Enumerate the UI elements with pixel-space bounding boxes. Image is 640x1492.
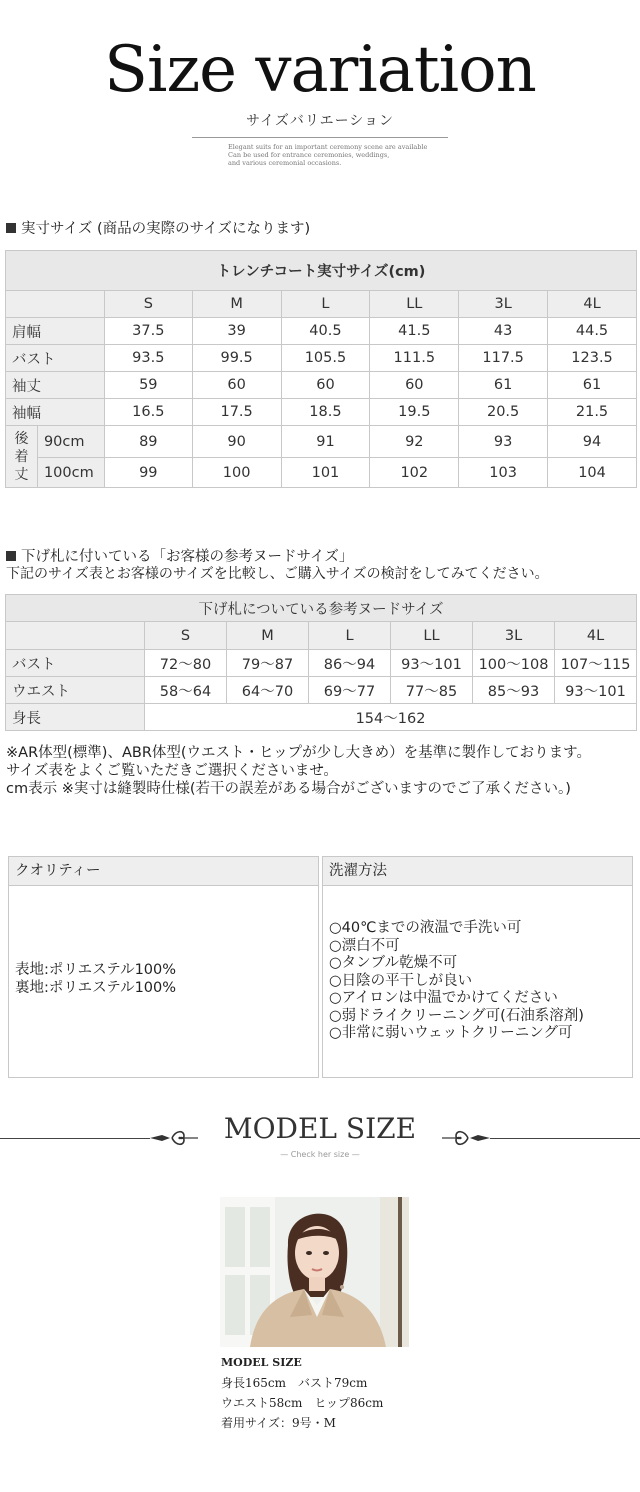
row-label: ウエスト <box>6 677 145 704</box>
page-title: Size variation <box>104 33 536 107</box>
table-row <box>6 399 637 426</box>
table-cell: 18.5 <box>281 399 370 426</box>
note-line: ※AR体型(標準)、ABR体型(ウエスト・ヒップが少し大きめ）を基準に製作しております。 <box>6 745 591 761</box>
table-cell: 99.5 <box>192 345 281 372</box>
table-cell: 64〜70 <box>227 677 309 704</box>
model-measure-line: ウエスト58cm ヒップ86cm <box>221 1396 384 1410</box>
size-header: L <box>309 622 391 650</box>
note-line: cm表示 ※実寸は縫製時仕様(若干の誤差がある場合がございますのでご了承ください。) <box>6 781 571 797</box>
table-row <box>6 318 637 345</box>
table-cell: 93〜101 <box>391 650 473 677</box>
table-cell: 58〜64 <box>145 677 227 704</box>
row-label: 袖幅 <box>6 399 105 426</box>
model-measure-line: 着用サイズ：9号・M <box>221 1416 336 1430</box>
table-row <box>6 458 637 488</box>
table-cell: 94 <box>548 426 637 458</box>
washing-line: ○弱ドライクリーニング可(石油系溶剤) <box>329 1007 584 1024</box>
table-cell: 102 <box>370 458 459 488</box>
washing-line: ○タンブル乾燥不可 <box>329 955 458 971</box>
table-cell: 99 <box>104 458 192 488</box>
table-cell: 41.5 <box>370 318 459 345</box>
page-subtitle: サイズバリエーション <box>245 113 395 129</box>
table-cell: 60 <box>370 372 459 399</box>
row-label: 肩幅 <box>6 318 105 345</box>
size-header: M <box>192 291 281 318</box>
size-header: S <box>145 622 227 650</box>
table-cell: 59 <box>104 372 192 399</box>
table-row <box>6 345 637 372</box>
actual-size-table <box>5 250 637 488</box>
row-label: バスト <box>6 650 145 677</box>
model-measure-line: 身長165cm バスト79cm <box>221 1376 368 1390</box>
table-cell: 21.5 <box>548 399 637 426</box>
size-notes <box>6 744 591 798</box>
table-cell: 85〜93 <box>473 677 555 704</box>
washing-box <box>322 856 633 1078</box>
table-cell: 107〜115 <box>555 650 637 677</box>
size-header: 4L <box>548 291 637 318</box>
size-header: 3L <box>459 291 548 318</box>
tagline-line: and various ceremonial occasions. <box>228 159 342 167</box>
note-line: サイズ表をよくご覧いただきご選択くださいませ。 <box>6 763 338 779</box>
model-photo <box>220 1197 409 1347</box>
table-row <box>6 372 637 399</box>
washing-line: ○漂白不可 <box>329 937 400 954</box>
table-cell: 44.5 <box>548 318 637 345</box>
row-label: 袖丈 <box>6 372 105 399</box>
tagline-line: Elegant suits for an important ceremony scene are available <box>228 143 428 151</box>
table-cell: 105.5 <box>281 345 370 372</box>
washing-line: ○アイロンは中温でかけてください <box>329 990 558 1006</box>
table-cell: 123.5 <box>548 345 637 372</box>
quality-line: 表地:ポリエステル100% <box>15 962 177 978</box>
row-sublabel: 90cm <box>37 426 104 458</box>
table-caption: トレンチコート実寸サイズ(cm) <box>6 251 637 291</box>
table-cell: 104 <box>548 458 637 488</box>
washing-line: ○非常に弱いウェットクリーニング可 <box>329 1025 573 1041</box>
table-cell: 60 <box>192 372 281 399</box>
tagline-line: Can be used for entrance ceremonies, weddings, <box>228 151 390 159</box>
washing-heading: 洗濯方法 <box>323 857 632 886</box>
size-header: LL <box>391 622 473 650</box>
table-cell: 69〜77 <box>309 677 391 704</box>
table-row <box>6 677 637 704</box>
washing-body <box>323 886 632 1043</box>
model-size-subtitle: — Check her size — <box>280 1150 360 1159</box>
table-row <box>6 704 637 731</box>
table-cell: 61 <box>459 372 548 399</box>
table-cell: 61 <box>548 372 637 399</box>
table-cell: 20.5 <box>459 399 548 426</box>
table-cell: 154〜162 <box>145 704 637 731</box>
section-heading-actual-size <box>6 217 310 238</box>
table-cell: 86〜94 <box>309 650 391 677</box>
table-cell: 117.5 <box>459 345 548 372</box>
table-header-row <box>6 291 637 318</box>
back-length-char: 後 <box>14 430 29 447</box>
title-divider <box>192 137 448 138</box>
table-header-row <box>6 622 637 650</box>
size-header: S <box>104 291 192 318</box>
table-cell: 17.5 <box>192 399 281 426</box>
table-cell: 93〜101 <box>555 677 637 704</box>
back-length-char: 丈 <box>14 466 29 483</box>
table-cell: 100 <box>192 458 281 488</box>
row-label: バスト <box>6 345 105 372</box>
table-cell: 93 <box>459 426 548 458</box>
row-sublabel: 100cm <box>37 458 104 488</box>
size-header: 3L <box>473 622 555 650</box>
square-bullet-icon <box>6 551 16 561</box>
size-header: 4L <box>555 622 637 650</box>
nude-size-table <box>5 594 637 731</box>
tagline <box>228 143 427 167</box>
square-bullet-icon <box>6 223 16 233</box>
size-header: M <box>227 622 309 650</box>
washing-line: ○日陰の平干しが良い <box>329 972 473 989</box>
section-description: 下記のサイズ表とお客様のサイズを比較し、ご購入サイズの検討をしてみてください。 <box>6 566 549 582</box>
table-cell: 16.5 <box>104 399 192 426</box>
model-size-title: MODEL SIZE <box>223 1112 417 1145</box>
table-cell: 77〜85 <box>391 677 473 704</box>
back-length-char: 着 <box>14 448 29 465</box>
row-label: 身長 <box>6 704 145 731</box>
table-cell: 79〜87 <box>227 650 309 677</box>
quality-heading: クオリティー <box>9 857 318 886</box>
model-size-label: MODEL SIZE <box>221 1356 302 1369</box>
table-row <box>6 426 637 458</box>
table-cell: 91 <box>281 426 370 458</box>
table-cell: 37.5 <box>104 318 192 345</box>
back-length-label <box>6 426 38 488</box>
table-cell: 39 <box>192 318 281 345</box>
table-cell: 101 <box>281 458 370 488</box>
table-cell: 40.5 <box>281 318 370 345</box>
section-heading-text: 下げ札に付いている「お客様の参考ヌードサイズ」 <box>21 549 354 565</box>
section-heading-text: 実寸サイズ (商品の実際のサイズになります) <box>21 221 311 237</box>
quality-line: 裏地:ポリエステル100% <box>15 979 177 996</box>
table-caption: 下げ札についている参考ヌードサイズ <box>6 595 637 622</box>
table-cell: 72〜80 <box>145 650 227 677</box>
table-cell: 92 <box>370 426 459 458</box>
quality-body <box>9 886 318 997</box>
quality-box <box>8 856 319 1078</box>
table-cell: 89 <box>104 426 192 458</box>
table-cell: 93.5 <box>104 345 192 372</box>
table-cell: 111.5 <box>370 345 459 372</box>
table-corner-cell <box>6 622 145 650</box>
size-header: L <box>281 291 370 318</box>
table-cell: 103 <box>459 458 548 488</box>
table-cell: 19.5 <box>370 399 459 426</box>
table-corner-cell <box>6 291 105 318</box>
table-cell: 100〜108 <box>473 650 555 677</box>
table-row <box>6 650 637 677</box>
table-cell: 43 <box>459 318 548 345</box>
washing-line: ○40℃までの液温で手洗い可 <box>329 920 522 936</box>
size-header: LL <box>370 291 459 318</box>
table-cell: 90 <box>192 426 281 458</box>
table-cell: 60 <box>281 372 370 399</box>
